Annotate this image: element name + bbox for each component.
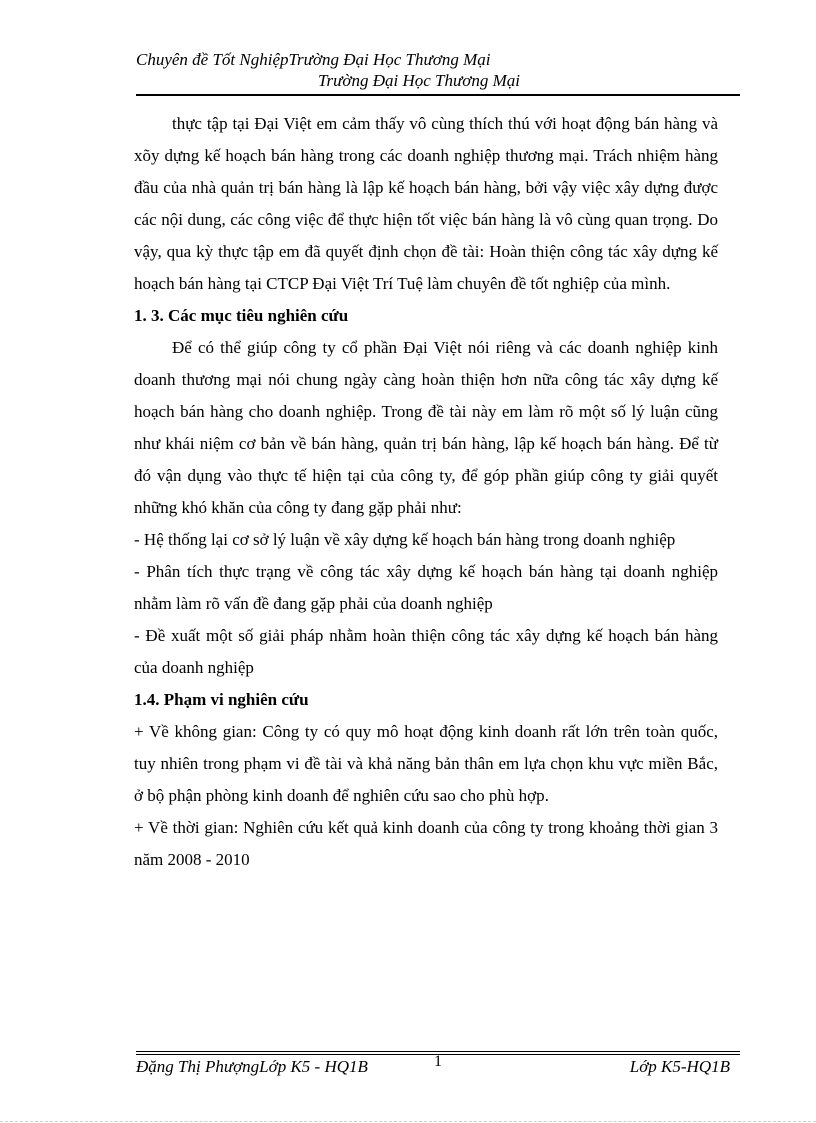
paragraph-scope-space: + Về không gian: Công ty có quy mô hoạt động kinh doanh rất lớn trên toàn quốc, tuy nhiên trong phạm vi đề tài và khả năng bản thân em lựa chọn khu vực miền Bắc, ở bộ phận phòng kinh doanh để nghiên cứu sao cho phù hợp. [134,722,718,805]
footer-rule-top [136,1051,740,1052]
paragraph-objectives: Để có thể giúp công ty cổ phần Đại Việt nói riêng và các doanh nghiệp kinh doanh thương mại nói chung ngày càng hoàn thiện hơn nữa công tác xây dựng kế hoạch bán hàng cho doanh nghiệp. Trong đề tài này em làm rõ một số lý luận cũng như khái niệm cơ bản về bán hàng, quản trị bán hàng, lập kế hoạch bán hàng. Để từ đó vận dụng vào thực tế hiện tại của công ty, để góp phần giúp công ty giải quyết những khó khăn của công ty đang gặp phải như: [134,338,718,517]
header-rule [136,94,740,96]
bullet-item-3: - Đề xuất một số giải pháp nhằm hoàn thiện công tác xây dựng kế hoạch bán hàng của doanh nghiệp [134,626,718,677]
page-edge-divider [0,1121,816,1122]
section-heading-scope: 1.4. Phạm vi nghiên cứu [134,690,309,709]
section-heading-objectives: 1. 3. Các mục tiêu nghiên cứu [134,306,349,325]
document-body [134,108,718,876]
bullet-item-2: - Phân tích thực trạng về công tác xây dựng kế hoạch bán hàng tại doanh nghiệp nhằm làm rõ vấn đề đang gặp phải của doanh nghiệp [134,562,718,613]
paragraph-intro: thực tập tại Đại Việt em cảm thấy vô cùng thích thú với hoạt động bán hàng và xõy dựng kế hoạch bán hàng trong các doanh nghiệp thương mại. Trách nhiệm hàng đầu của nhà quản trị bán hàng là lập kế hoạch bán hàng, bởi vậy việc xây dựng được các nội dung, các công việc để thực hiện tốt việc bán hàng là vô cùng quan trọng. Do vậy, qua kỳ thực tập em đã quyết định chọn đề tài: Hoàn thiện công tác xây dựng kế hoạch bán hàng tại CTCP Đại Việt Trí Tuệ làm chuyên đề tốt nghiệp của mình. [134,114,718,293]
paragraph-scope-time: + Về thời gian: Nghiên cứu kết quả kinh doanh của công ty trong khoảng thời gian 3 năm 2008 - 2010 [134,818,718,869]
page-header [136,49,740,91]
footer-class: Lớp K5-HQ1B [629,1057,730,1076]
page-number: 1 [434,1053,442,1070]
header-line-1: Chuyên đề Tốt NghiệpTrường Đại Học Thương Mại [136,50,491,69]
bullet-item-1: - Hệ thống lại cơ sở lý luận về xây dựng kế hoạch bán hàng trong doanh nghiệp [134,530,676,549]
header-line-2: Trường Đại Học Thương Mại [318,71,520,90]
footer-author: Đặng Thị PhượngLớp K5 - HQ1B [136,1057,368,1076]
page-footer [136,1055,740,1079]
